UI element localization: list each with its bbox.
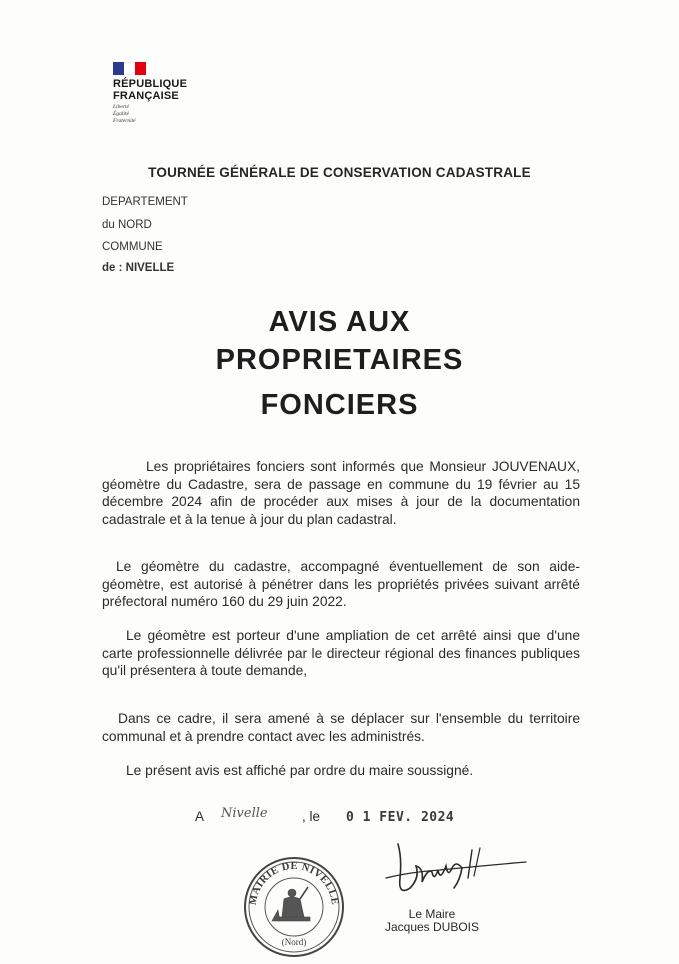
logo-motto: Liberté Égalité Fraternité [113, 104, 136, 124]
mayor-signature [380, 838, 530, 900]
seal-text-top: MAIRIE DE NIVELLE [247, 860, 341, 906]
mairie-seal [242, 855, 346, 959]
tournee-heading: TOURNÉE GÉNÉRALE DE CONSERVATION CADASTRALE [148, 165, 531, 180]
paragraph-5: Le présent avis est affiché par ordre du maire soussigné. [126, 763, 474, 778]
departement-value: du NORD [102, 219, 152, 231]
avis-title-line-2: PROPRIETAIRES [215, 344, 464, 376]
mayor-block [380, 908, 484, 934]
place-prefix: A [195, 809, 205, 824]
mayor-name: Jacques DUBOIS [384, 920, 480, 934]
date-le: , le [302, 809, 321, 824]
commune-value: de : NIVELLE [102, 262, 175, 274]
republique-francaise-logo [113, 62, 223, 125]
date-stamp: 0 1 FEV. 2024 [346, 810, 455, 825]
paragraph-2: Le géomètre du cadastre, accompagné éventuellement de son aide-géomètre, est autorisé à pénétrer dans les propriétés privées suivant arrêté préfectoral numéro 160 du 29 juin 2022. [102, 559, 580, 609]
mayor-role: Le Maire [408, 907, 456, 921]
departement-label: DEPARTEMENT [102, 196, 188, 208]
avis-title-line-1: AVIS AUX [268, 306, 411, 338]
commune-label: COMMUNE [102, 241, 163, 253]
paragraph-3: Le géomètre est porteur d'une ampliation de cet arrêté ainsi que d'une carte professionnelle délivrée par le directeur régional des finances publiques qu'il présentera à toute demande, [102, 628, 580, 678]
seal-text-bottom: (Nord) [281, 937, 307, 947]
french-flag-icon [113, 62, 146, 75]
logo-line-1: RÉPUBLIQUE [113, 78, 188, 90]
paragraph-4: Dans ce cadre, il sera amené à se déplacer sur l'ensemble du territoire communal et à prendre contact avec les administrés. [102, 711, 580, 744]
place-handwritten: Nivelle [221, 806, 268, 821]
logo-line-2: FRANÇAISE [113, 90, 179, 102]
avis-title-line-3: FONCIERS [260, 389, 419, 421]
paragraph-1: Les propriétaires fonciers sont informés que Monsieur JOUVENAUX, géomètre du Cadastre, sera de passage en commune du 19 février au 15 décembre 2024 afin de procéder aux mises à jour de la documentation cadastrale et à la tenue à jour du plan cadastral. [102, 459, 580, 527]
